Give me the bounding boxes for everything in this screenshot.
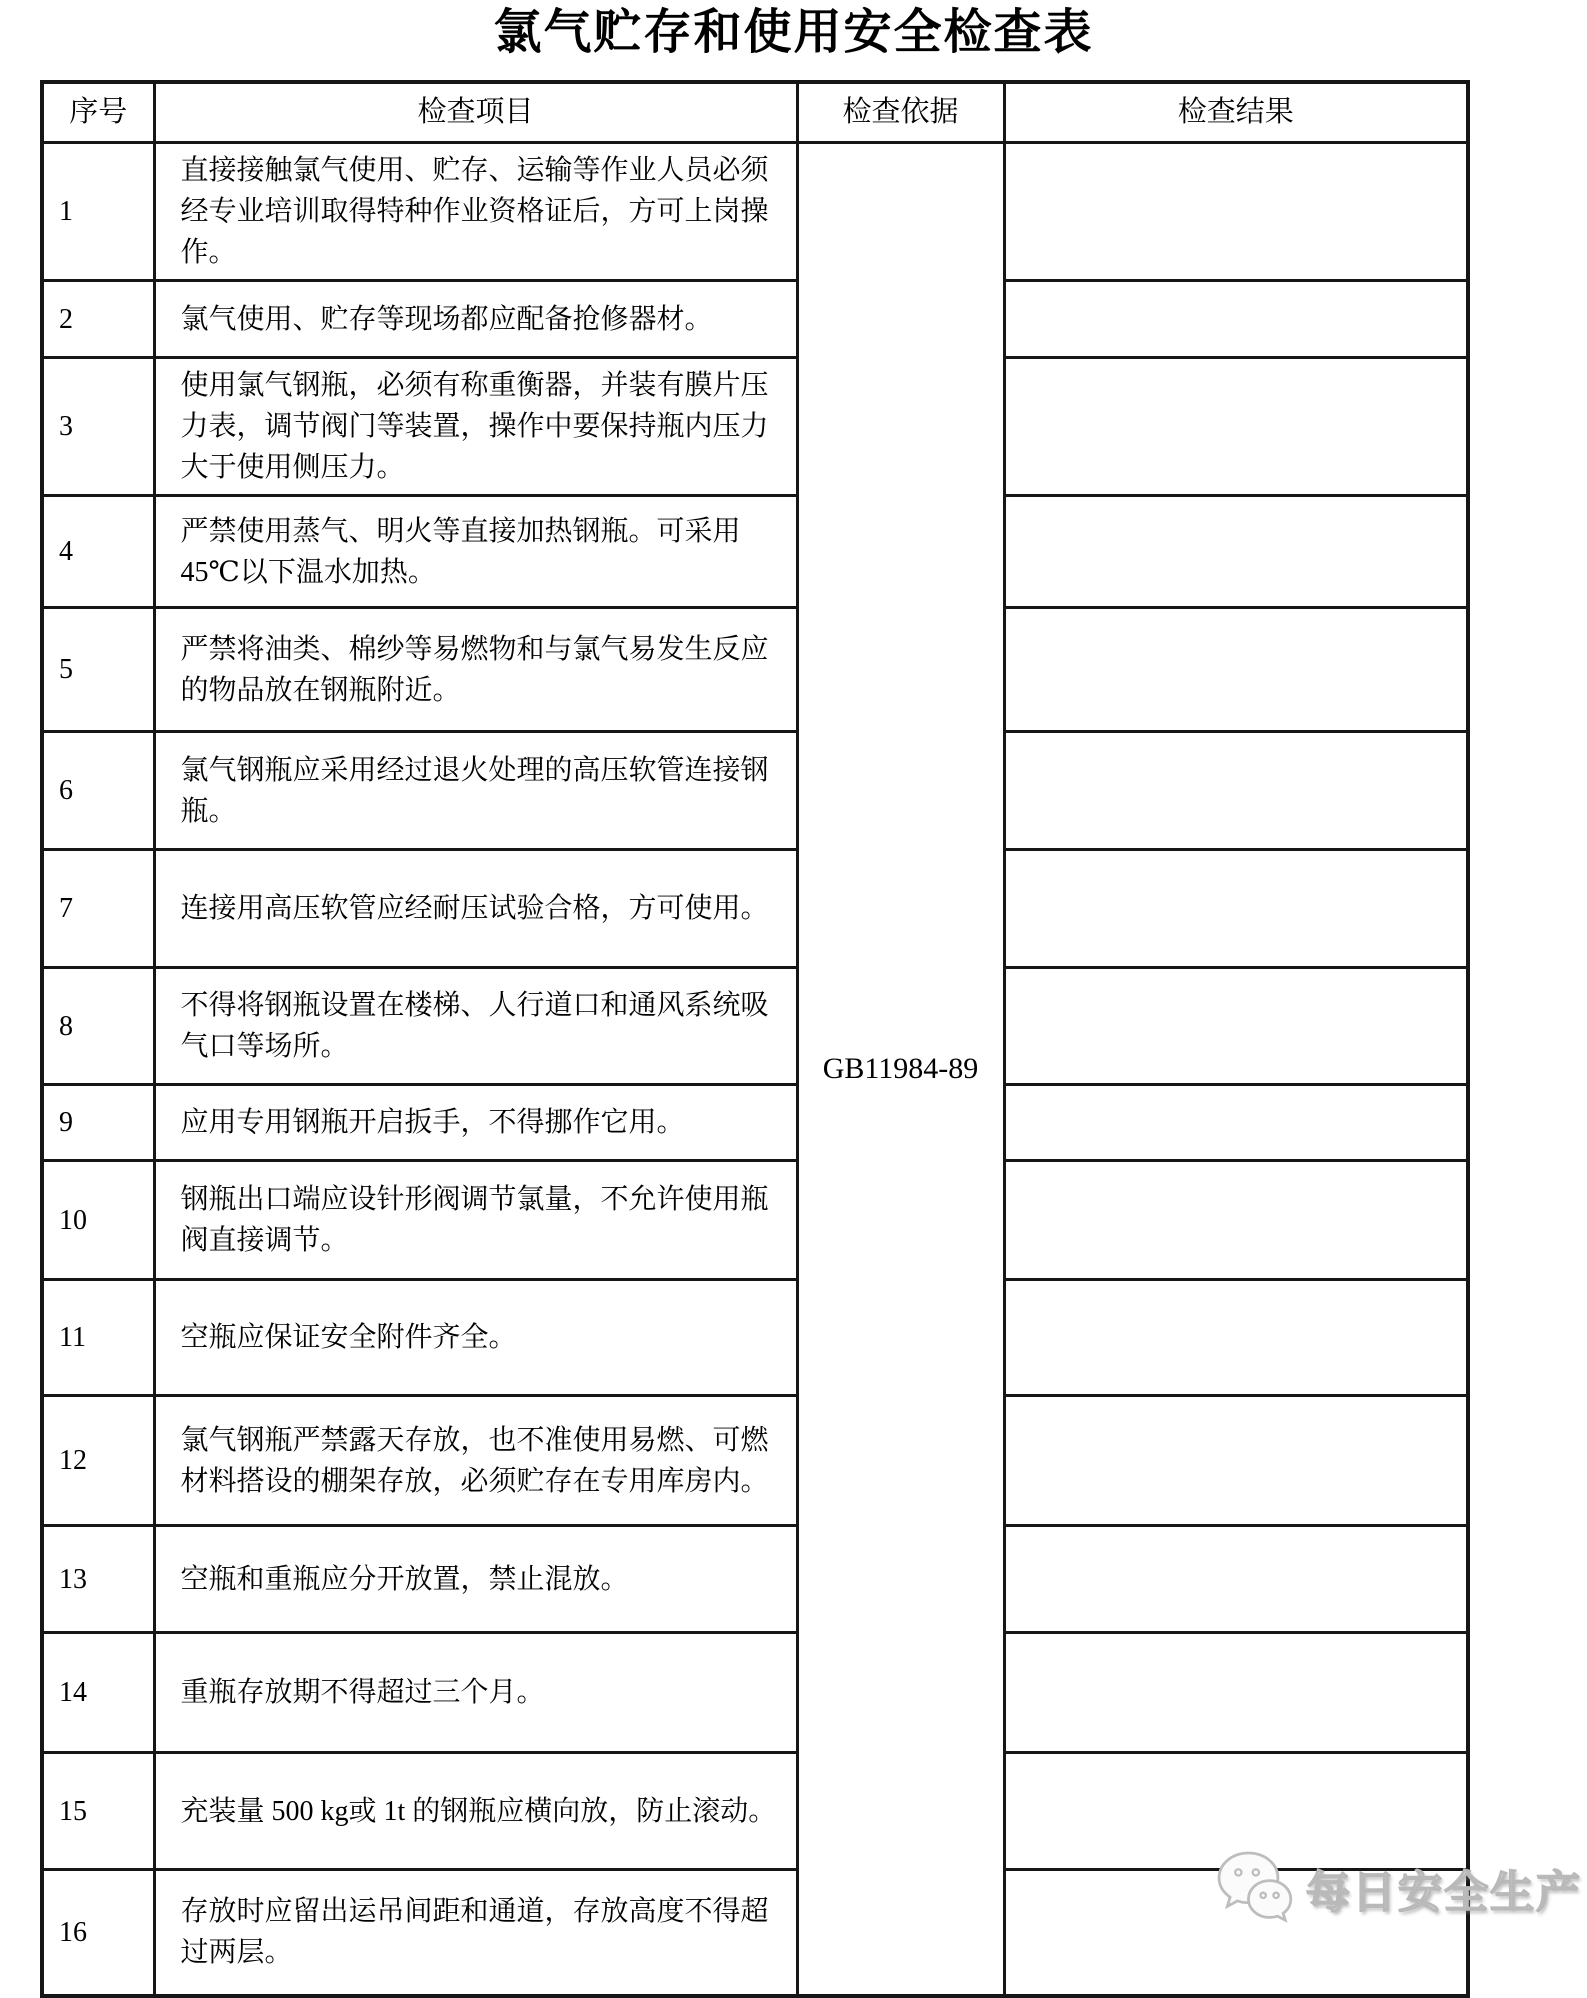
table-row [42,968,1468,1085]
table-row [42,1526,1468,1633]
table-row [42,608,1468,732]
row-number: 7 [42,850,154,968]
safety-checklist-table [40,80,1470,1998]
row-number: 8 [42,968,154,1085]
row-number: 6 [42,732,154,850]
result-cell [1004,850,1468,968]
header-item: 检查项目 [154,82,797,143]
table-row [42,1753,1468,1870]
header-basis: 检查依据 [797,82,1004,143]
row-item: 空瓶和重瓶应分开放置，禁止混放。 [154,1526,797,1633]
row-number: 12 [42,1396,154,1526]
row-item: 充装量 500 kg或 1t 的钢瓶应横向放，防止滚动。 [154,1753,797,1870]
row-number: 14 [42,1633,154,1753]
row-number: 1 [42,143,154,281]
row-item: 直接接触氯气使用、贮存、运输等作业人员必须经专业培训取得特种作业资格证后，方可上岗操作。 [154,143,797,281]
row-number: 5 [42,608,154,732]
table-row [42,1085,1468,1161]
table-row [42,143,1468,281]
result-cell [1004,1396,1468,1526]
table-row [42,732,1468,850]
row-item: 存放时应留出运吊间距和通道，存放高度不得超过两层。 [154,1870,797,1996]
result-cell [1004,143,1468,281]
watermark-text: 每日安全生产 [1306,1868,1582,1917]
row-item: 应用专用钢瓶开启扳手，不得挪作它用。 [154,1085,797,1161]
result-cell [1004,732,1468,850]
row-item: 严禁使用蒸气、明火等直接加热钢瓶。可采用 45℃以下温水加热。 [154,496,797,608]
table-row [42,1633,1468,1753]
header-no: 序号 [42,82,154,143]
row-number: 11 [42,1280,154,1396]
row-item: 重瓶存放期不得超过三个月。 [154,1633,797,1753]
row-number: 10 [42,1161,154,1280]
result-cell [1004,1161,1468,1280]
row-number: 3 [42,358,154,496]
row-item: 氯气钢瓶应采用经过退火处理的高压软管连接钢瓶。 [154,732,797,850]
result-cell [1004,1526,1468,1633]
row-number: 16 [42,1870,154,1996]
row-number: 9 [42,1085,154,1161]
result-cell [1004,1753,1468,1870]
row-item: 连接用高压软管应经耐压试验合格，方可使用。 [154,850,797,968]
header-row [42,82,1468,143]
table-row [42,1870,1468,1996]
row-number: 4 [42,496,154,608]
result-cell [1004,1280,1468,1396]
row-item: 钢瓶出口端应设针形阀调节氯量，不允许使用瓶阀直接调节。 [154,1161,797,1280]
table-row [42,496,1468,608]
result-cell [1004,1085,1468,1161]
table-row [42,281,1468,358]
row-item: 不得将钢瓶设置在楼梯、人行道口和通风系统吸气口等场所。 [154,968,797,1085]
result-cell [1004,1633,1468,1753]
result-cell [1004,496,1468,608]
row-item: 氯气钢瓶严禁露天存放，也不准使用易燃、可燃材料搭设的棚架存放，必须贮存在专用库房内。 [154,1396,797,1526]
result-cell [1004,358,1468,496]
result-cell [1004,1870,1468,1996]
table-row [42,1280,1468,1396]
row-item: 使用氯气钢瓶，必须有称重衡器，并装有膜片压力表，调节阀门等装置，操作中要保持瓶内压力大于使用侧压力。 [154,358,797,496]
result-cell [1004,968,1468,1085]
result-cell [1004,608,1468,732]
table-row [42,358,1468,496]
row-item: 氯气使用、贮存等现场都应配备抢修器材。 [154,281,797,358]
table-row [42,1161,1468,1280]
row-number: 13 [42,1526,154,1633]
table-row [42,850,1468,968]
page-title: 氯气贮存和使用安全检查表 [493,6,1094,59]
basis-cell: GB11984-89 [797,143,1004,1996]
result-cell [1004,281,1468,358]
table-row [42,1396,1468,1526]
row-item: 空瓶应保证安全附件齐全。 [154,1280,797,1396]
header-result: 检查结果 [1004,82,1468,143]
row-number: 15 [42,1753,154,1870]
row-number: 2 [42,281,154,358]
row-item: 严禁将油类、棉纱等易燃物和与氯气易发生反应的物品放在钢瓶附近。 [154,608,797,732]
